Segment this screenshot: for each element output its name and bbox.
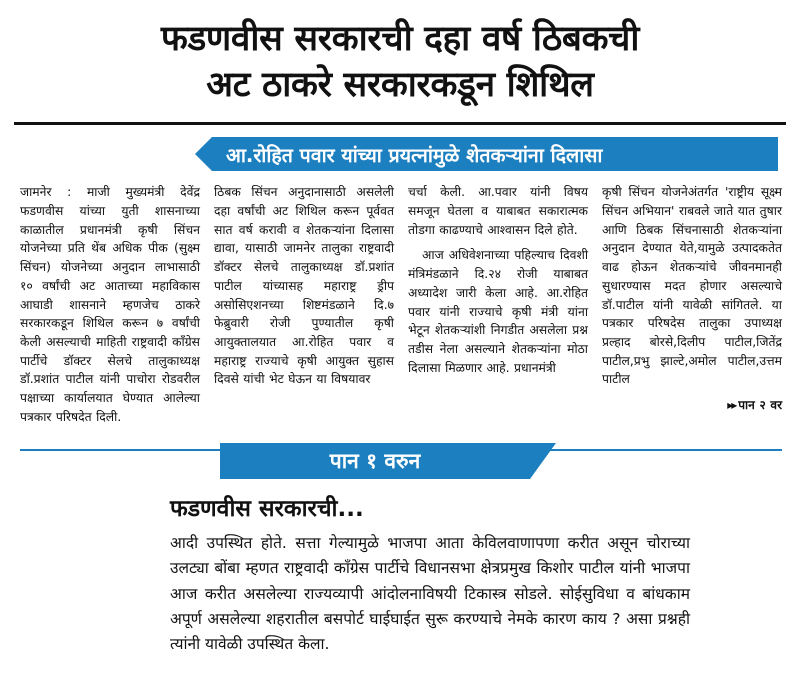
lower-story xyxy=(0,485,800,657)
article-column-1 xyxy=(20,183,200,433)
continued-on-page-link[interactable] xyxy=(602,396,782,414)
continued-from-page-label: पान १ वरुन xyxy=(329,449,421,474)
headline-line-1: फडणवीस सरकारची दहा वर्ष ठिबकची xyxy=(160,19,640,59)
subhead-banner xyxy=(212,137,778,171)
headline-line-2: अट ठाकरे सरकारकडून शिथिल xyxy=(206,65,594,106)
paragraph: आदी उपस्थित होते. सत्ता गेल्यामुळे भाजपा आता केविलवाणापणा करीत असून चोराच्या उलट्या बोंबा म्हणत राष्ट्रवादी कॉंग्रेस पार्टीचे विधानसभा क्षेत्रप्रमुख किशोर पाटील यांनी भाजपा आज करीत असलेल्या राज्यव्यापी आंदोलनाविषयी टिकास्त्र सोडले. सोईसुविधा व बांधकाम अपूर्ण असलेल्या शहरातील बसपोर्ट घाईघाईत सुरू करण्याचे नेमके कारण काय ? असा प्रश्नही त्यांनी यावेळी उपस्थित केला. xyxy=(170,534,690,653)
paragraph: आज अधिवेशनाच्या पहिल्याच दिवशी मंत्रिमंडळाने दि.२४ रोजी याबाबत अध्यादेश जारी केला आहे. आ.रोहित पवार यांनी राज्याचे कृषी मंत्री यांना भेटून शेतकऱ्यांशी निगडीत असलेला प्रश्न तडीस नेला असल्याने शेतकऱ्यांना मोठा दिलासा मिळणार आहे. प्रधानमंत्री xyxy=(408,248,588,375)
page-title xyxy=(0,0,800,112)
subhead-banner-text: आ.रोहित पवार यांच्या प्रयत्नांमुळे शेतकऱ्यांना दिलासा xyxy=(226,143,603,167)
section-divider xyxy=(20,443,782,485)
paragraph: जामनेर : माजी मुख्यमंत्री देवेंद्र फडणवीस यांच्या युती शासनाच्या काळातील प्रधानमंत्री कृषी सिंचन योजनेच्या प्रति थेंब अधिक पीक (सुक्ष्म सिंचन) योजनेच्या अनुदान लाभासाठी १० वर्षांची अट आताच्या महाविकास आघाडी शासनाने म्हणजेच ठाकरे सरकारकडून शिथिल करून ७ वर्षांची केली असल्याची माहिती राष्ट्रवादी कॉंग्रेस पार्टीचे डॉक्टर सेलचे तालुकाध्यक्ष डॉ.प्रशांत पाटील यांनी पाचोरा रोडवरील पक्षाच्या कार्यालयात घेण्यात आलेल्या पत्रकार परिषदेत दिली. xyxy=(20,185,200,424)
double-arrow-icon: ▸▸ xyxy=(727,397,736,412)
article-columns xyxy=(0,171,800,433)
paragraph: ठिबक सिंचन अनुदानासाठी असलेली दहा वर्षांची अट शिथिल करून पूर्ववत सात वर्ष करावी व शेतकऱ्यांना दिलासा द्यावा, यासाठी जामनेर तालुका राष्ट्रवादी डॉक्टर सेलचे तालुकाध्यक्ष डॉ.प्रशांत पाटील यांच्यासह महाराष्ट्र ड्रीप असोसिएशनच्या शिष्टमंडळाने दि.७ फेब्रुवारी रोजी पुण्यातील कृषी आयुक्तालयात आ.रोहित पवार व महाराष्ट्र राज्याचे कृषी आयुक्त सुहास दिवसे यांची भेट घेऊन या विषयावर xyxy=(214,185,394,387)
subhead-banner-row xyxy=(0,137,800,171)
continued-label: पान २ वर xyxy=(738,397,782,412)
paragraph: चर्चा केली. आ.पवार यांनी विषय समजून घेतला व याबाबत सकारात्मक तोडगा काढण्याचे आश्वासन दिले होते. xyxy=(408,185,588,237)
lower-story-title: फडणवीस सरकारची... xyxy=(170,496,364,523)
headline-divider xyxy=(14,122,786,125)
continued-from-page-tab xyxy=(220,443,530,479)
paragraph: कृषी सिंचन योजनेअंतर्गत 'राष्ट्रीय सूक्ष्म सिंचन अभियान' राबवले जाते यात तुषार आणि ठिबक सिंचनासाठी शेतकऱ्यांना अनुदान देण्यात येते,यामुळे उत्पादकतेत वाढ होऊन शेतकऱ्यांचे जीवनमानही सुधारण्यास मदत होणार असल्याचे डॉ.पाटील यांनी यावेळी सांगितले. या पत्रकार परिषदेस तालुका उपाध्यक्ष प्रल्हाद बोरसे,दिलीप पाटील,जितेंद्र पाटील,प्रभु झाल्टे,अमोल पाटील,उत्तम पाटील xyxy=(602,185,782,387)
article-column-4 xyxy=(602,183,782,433)
article-column-2 xyxy=(214,183,394,433)
article-column-3 xyxy=(408,183,588,433)
lower-story-body xyxy=(170,531,690,657)
